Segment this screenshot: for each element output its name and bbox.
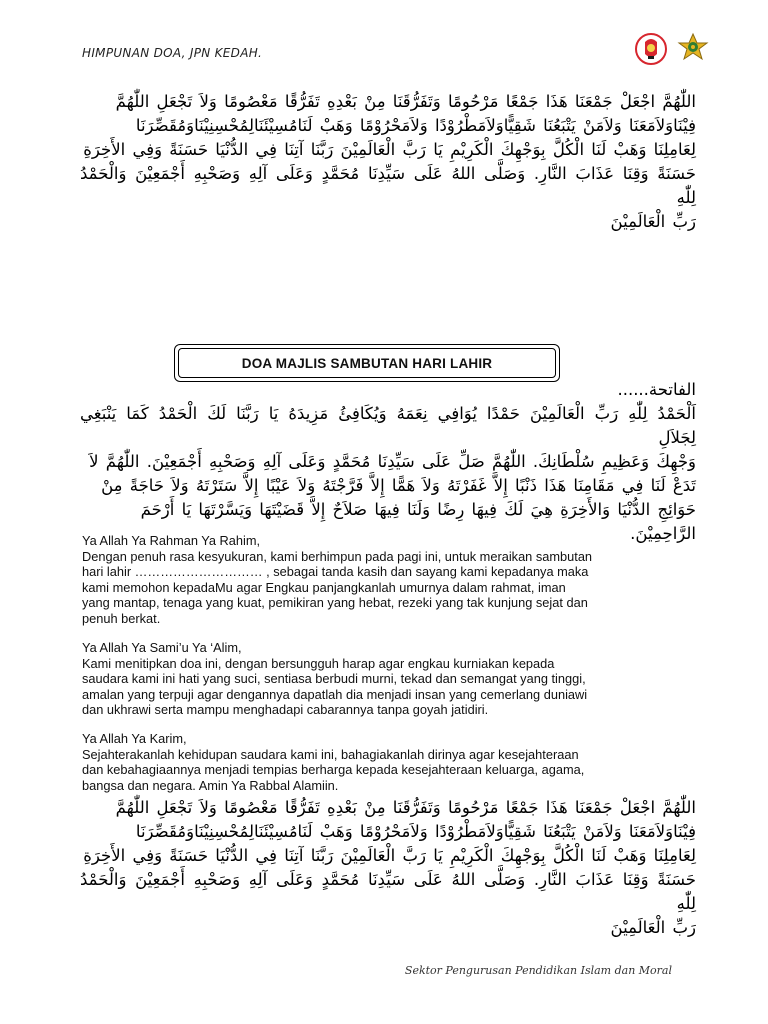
paragraph-line: yang mantap, tenaga yang kuat, pemikiran yang hebat, rezeki yang tak kunjung sejat dan [82, 595, 588, 611]
paragraph-line: bangsa dan negara. Amin Ya Rabbal Alamiin. [82, 777, 339, 793]
paragraph-line: saudara kami ini hati yang suci, sentiasa berbudi murni, tekad dan semangat yang tinggi, [82, 671, 586, 687]
section-title: DOA MAJLIS SAMBUTAN HARI LAHIR [178, 348, 556, 378]
paragraph-line: dan ukhrawi serta mampu menghadapi cabarannya tanpa goyah jatidiri. [82, 702, 489, 718]
malay-paragraph-1 [82, 533, 692, 627]
arabic-line: حَوَائِجِ الدُّنْيَا وَالأَخِرَةِ هِيَ لَكَ فِيهَا رِضًا وَلَنَا فِيهَا صَلاَحٌ إِلاَّ قَضَيْتَهَا وَيَسَّرْتَهَا يَا أَرْحَمَ [140, 500, 696, 519]
paragraph-heading: Ya Allah Ya Sami’u Ya ‘Alim, [82, 640, 242, 655]
arabic-line: رَبِّ الْعَالَمِيْنَ [610, 212, 696, 231]
page-footer: Sektor Pengurusan Pendidikan Islam dan Moral [404, 964, 672, 977]
arabic-closing-prayer-bottom [80, 796, 696, 940]
arabic-line: فِيْنَاوَلاَمَعَنَا وَلاَمَنْ يَتْبَعُنَا شَقِيًّاوَلاَمَطْرُوْدًا وَلاَمَحْرُوْمًا وَهَبْ لَنَامُسِيْئَنَالِمُحْسِنِيْنَاوَمُقَصِّرَنَا [135, 116, 696, 135]
state-crest-icon [676, 32, 710, 66]
paragraph-line: Kami menitipkan doa ini, dengan bersungguh harap agar engkau kurniakan kepada [82, 655, 555, 671]
arabic-line: رَبِّ الْعَالَمِيْنَ [610, 918, 696, 937]
arabic-line-fatihah: الفاتحة...... [617, 380, 696, 399]
arabic-line: الرَّاحِمِيْنَ. [630, 524, 696, 543]
paragraph-heading: Ya Allah Ya Rahman Ya Rahim, [82, 533, 261, 548]
section-title-box [174, 344, 560, 382]
arabic-line: فِيْنَاوَلاَمَعَنَا وَلاَمَنْ يَتْبَعُنَا شَقِيًّاوَلاَمَطْرُوْدًا وَلاَمَحْرُوْمًا وَهَبْ لَنَامُسِيْئَنَالِمُحْسِنِيْنَاوَمُقَصِّرَنَا [135, 822, 696, 841]
arabic-line: وَجْهِكَ وَعَظِيمِ سُلْطَانِكَ. اللّٰهُمَّ صَلِّ عَلَى سَيِّدِنَا مُحَمَّدٍ وَعَلَى آلِهِ وَصَحْبِهِ أَجْمَعِيْنَ. اللّٰهُمَّ لاَ [89, 452, 696, 471]
malay-paragraph-2 [82, 640, 692, 718]
arabic-line: تَدَعْ لَنَا فِي مَقَامِنَا هَذَا ذَنْبًا إِلاَّ غَفَرْتَهُ وَلاَ هَمًّا إِلاَّ فَرَّجْتَهُ وَلاَ عَيْبًا إِلاَّ سَتَرْتَهُ وَلاَ حَاجَةً مِنْ [101, 476, 696, 495]
page-header: HIMPUNAN DOA, JPN KEDAH. [82, 46, 263, 60]
paragraph-line: dan kebahagiaannya menjadi tempias berharga kepada kesejahteraan keluarga, agama, [82, 762, 585, 778]
paragraph-line: hari lahir ………………………… , sebagai tanda kasih dan sayang kami kepadanya maka [82, 564, 589, 580]
paragraph-line: amalan yang terpuji agar dengannya dapatlah dia menjadi insan yang cemerlang duniawi [82, 686, 588, 702]
paragraph-line: Dengan penuh rasa kesyukuran, kami berhimpun pada pagi ini, untuk meraikan sambutan [82, 548, 593, 564]
arabic-line: حَسَنَةً وَقِنَا عَذَابَ النَّارِ. وَصَلَّى اللهُ عَلَى سَيِّدِنَا مُحَمَّدٍ وَعَلَى آلِهِ وَصَحْبِهِ أَجْمَعِيْنَ وَالْحَمْدُ لِلّٰهِ [80, 164, 696, 207]
paragraph-line: kami memohon kepadaMu agar Engkau panjangkanlah umurnya dalam rahmat, iman [82, 579, 566, 595]
paragraph-line: penuh berkat. [82, 610, 161, 626]
arabic-line: لِعَامِلِنَا وَهَبْ لَنَا الْكُلَّ بِوَجْهِكَ الْكَرِيْمِ يَا رَبَّ الْعَالَمِيْنَ رَبَّنَا آتِنَا فِي الدُّنْيَا حَسَنَةً وَفِي الأَخِرَةِ [83, 140, 696, 159]
arabic-line: اَلْحَمْدُ لِلّٰهِ رَبِّ الْعَالَمِيْنَ حَمْدًا يُوَافِي نِعَمَهُ وَيُكَافِئُ مَزِيدَهُ يَا رَبَّنَا لَكَ الْحَمْدُ كَمَا يَنْبَغِي لِجَلاَلِ [80, 404, 696, 447]
arabic-line: لِعَامِلِنَا وَهَبْ لَنَا الْكُلَّ بِوَجْهِكَ الْكَرِيْمِ يَا رَبَّ الْعَالَمِيْنَ رَبَّنَا آتِنَا فِي الدُّنْيَا حَسَنَةً وَفِي الأَخِرَةِ [83, 846, 696, 865]
ministry-logo-icon [634, 32, 668, 66]
paragraph-heading: Ya Allah Ya Karim, [82, 731, 187, 746]
malay-paragraph-3 [82, 731, 692, 793]
arabic-line: اللّٰهُمَّ اجْعَلْ جَمْعَنَا هَذَا جَمْعًا مَرْحُومًا وَتَفَرُّقَنَا مِنْ بَعْدِهِ تَفَرُّقًا مَعْصُومًا وَلاَ تَجْعَلِ اللّٰهُمَّ [115, 92, 696, 111]
arabic-opening-prayer [80, 378, 696, 546]
paragraph-line: Sejahterakanlah kehidupan saudara kami ini, bahagiakanlah dirinya agar kesejahteraan [82, 746, 579, 762]
arabic-line: اللّٰهُمَّ اجْعَلْ جَمْعَنَا هَذَا جَمْعًا مَرْحُومًا وَتَفَرُّقَنَا مِنْ بَعْدِهِ تَفَرُّقًا مَعْصُومًا وَلاَ تَجْعَلِ اللّٰهُمَّ [115, 798, 696, 817]
arabic-closing-prayer-top [80, 90, 696, 234]
arabic-line: حَسَنَةً وَقِنَا عَذَابَ النَّارِ. وَصَلَّى اللهُ عَلَى سَيِّدِنَا مُحَمَّدٍ وَعَلَى آلِهِ وَصَحْبِهِ أَجْمَعِيْنَ وَالْحَمْدُ لِلّٰهِ [80, 870, 696, 913]
